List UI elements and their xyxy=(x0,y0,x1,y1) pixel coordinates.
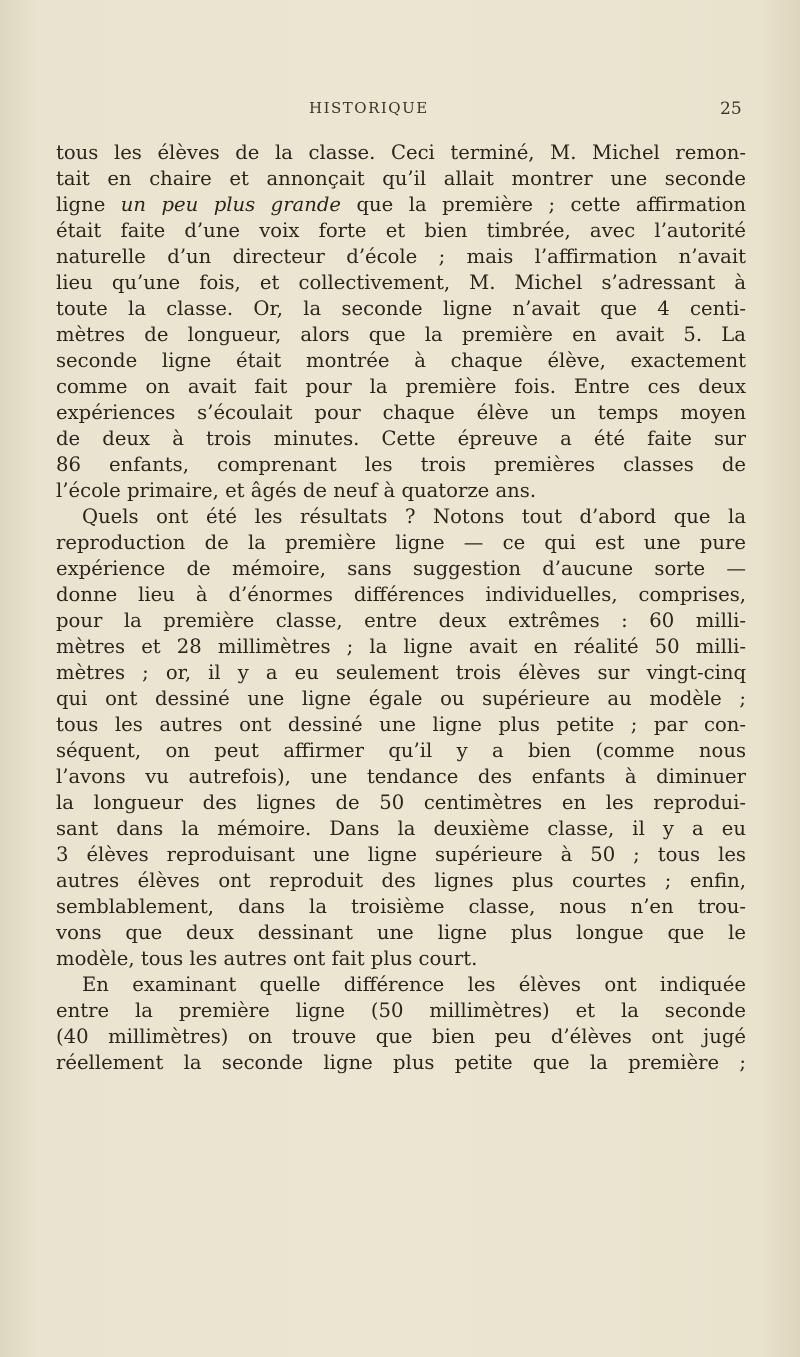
body-text xyxy=(56,140,746,1076)
text-line-2: tait en chaire et annonçait qu’il allait montrer une seconde xyxy=(56,167,746,190)
text-line-29: autres élèves ont reproduit des lignes plus courtes ; enfin, xyxy=(56,869,746,892)
text-line-15: Quels ont été les résultats ? Notons tout d’abord que la xyxy=(82,505,746,528)
text-line-22: qui ont dessiné une ligne égale ou supérieure au modèle ; xyxy=(56,687,746,710)
text-line-17: expérience de mémoire, sans suggestion d’aucune sorte — xyxy=(56,557,746,580)
page-number: 25 xyxy=(720,99,742,119)
text-line-11: expériences s’écoulait pour chaque élève un temps moyen xyxy=(56,401,746,424)
text-line-10: comme on avait fait pour la première fois. Entre ces deux xyxy=(56,375,746,398)
text-line-9: seconde ligne était montrée à chaque élève, exactement xyxy=(56,349,746,372)
running-title: HISTORIQUE xyxy=(309,99,429,117)
text-line-26: la longueur des lignes de 50 centimètres en les reprodui- xyxy=(56,791,746,814)
text-line-19: pour la première classe, entre deux extrêmes : 60 milli- xyxy=(56,609,746,632)
text-line-31: vons que deux dessinant une ligne plus longue que le xyxy=(56,921,746,944)
text-line-32: modèle, tous les autres ont fait plus court. xyxy=(56,947,478,970)
text-line-36: réellement la seconde ligne plus petite que la première ; xyxy=(56,1051,746,1074)
text-line-16: reproduction de la première ligne — ce qui est une pure xyxy=(56,531,746,554)
text-line-6: lieu qu’une fois, et collectivement, M. Michel s’adressant à xyxy=(56,271,746,294)
text-line-25: l’avons vu autrefois), une tendance des enfants à diminuer xyxy=(56,765,746,788)
page-header xyxy=(0,99,800,123)
text-line-23: tous les autres ont dessiné une ligne plus petite ; par con- xyxy=(56,713,746,736)
text-line-28: 3 élèves reproduisant une ligne supérieure à 50 ; tous les xyxy=(56,843,746,866)
text-line-20: mètres et 28 millimètres ; la ligne avait en réalité 50 milli- xyxy=(56,635,746,658)
text-line-13: 86 enfants, comprenant les trois premières classes de xyxy=(56,453,746,476)
text-line-14: l’école primaire, et âgés de neuf à quatorze ans. xyxy=(56,479,537,502)
text-line-24: séquent, on peut affirmer qu’il y a bien (comme nous xyxy=(56,739,746,762)
text-line-21: mètres ; or, il y a eu seulement trois élèves sur vingt-cinq xyxy=(56,661,746,684)
text-line-18: donne lieu à d’énormes différences individuelles, comprises, xyxy=(56,583,746,606)
emphasis-un-peu-plus-grande: un peu plus grande xyxy=(120,193,341,216)
text-line-27: sant dans la mémoire. Dans la deuxième classe, il y a eu xyxy=(56,817,746,840)
text-line-7: toute la classe. Or, la seconde ligne n’avait que 4 centi- xyxy=(56,297,746,320)
text-line-12: de deux à trois minutes. Cette épreuve a été faite sur xyxy=(56,427,746,450)
text-line-1: tous les élèves de la classe. Ceci terminé, M. Michel remon- xyxy=(56,141,746,164)
text-line-3 xyxy=(56,192,746,218)
text-line-35: (40 millimètres) on trouve que bien peu d’élèves ont jugé xyxy=(56,1025,746,1048)
text-line-3-prefix: ligne xyxy=(56,193,106,216)
text-line-34: entre la première ligne (50 millimètres) et la seconde xyxy=(56,999,746,1022)
text-line-33: En examinant quelle différence les élèves ont indiquée xyxy=(82,973,746,996)
text-line-30: semblablement, dans la troisième classe, nous n’en trou- xyxy=(56,895,746,918)
text-line-5: naturelle d’un directeur d’école ; mais l’affirmation n’avait xyxy=(56,245,746,268)
text-line-4: était faite d’une voix forte et bien timbrée, avec l’autorité xyxy=(56,219,746,242)
text-line-8: mètres de longueur, alors que la première en avait 5. La xyxy=(56,323,746,346)
text-line-3-rest: que la première ; cette affirmation xyxy=(356,193,746,216)
